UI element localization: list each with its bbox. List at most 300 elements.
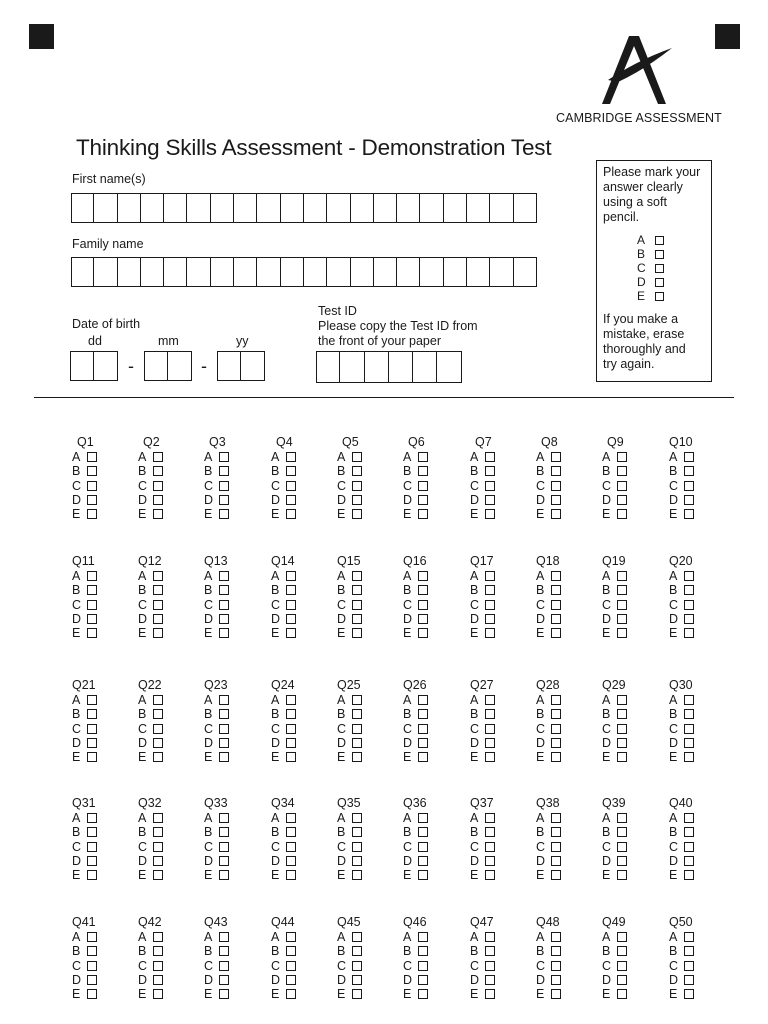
box[interactable] [351,257,374,287]
answer-option[interactable] [138,868,178,882]
checkbox-icon[interactable] [87,709,97,719]
answer-option[interactable] [602,479,642,493]
checkbox-icon[interactable] [485,695,495,705]
answer-option[interactable] [602,944,642,958]
checkbox-icon[interactable] [286,709,296,719]
answer-option[interactable] [470,612,510,626]
checkbox-icon[interactable] [551,709,561,719]
answer-option[interactable] [403,854,443,868]
answer-option[interactable] [271,583,311,597]
answer-option[interactable] [602,626,642,640]
answer-option[interactable] [72,811,112,825]
checkbox-icon[interactable] [418,585,428,595]
answer-option[interactable] [602,612,642,626]
answer-option[interactable] [271,854,311,868]
answer-option[interactable] [536,693,576,707]
answer-option[interactable] [470,569,510,583]
box[interactable] [164,193,187,223]
answer-option[interactable] [271,569,311,583]
checkbox-icon[interactable] [219,989,229,999]
box[interactable] [467,193,490,223]
checkbox-icon[interactable] [87,695,97,705]
checkbox-icon[interactable] [418,509,428,519]
answer-option[interactable] [536,854,576,868]
checkbox-icon[interactable] [684,975,694,985]
checkbox-icon[interactable] [352,709,362,719]
family-name-field[interactable] [71,257,537,287]
checkbox-icon[interactable] [219,495,229,505]
answer-option[interactable] [602,840,642,854]
checkbox-icon[interactable] [551,695,561,705]
checkbox-icon[interactable] [286,989,296,999]
answer-option[interactable] [204,707,244,721]
checkbox-icon[interactable] [153,695,163,705]
answer-option[interactable] [204,750,244,764]
answer-option[interactable] [536,840,576,854]
box[interactable] [70,351,94,381]
answer-option[interactable] [204,854,244,868]
answer-option[interactable] [403,598,443,612]
answer-option[interactable] [271,736,311,750]
checkbox-icon[interactable] [551,827,561,837]
dob-month-field[interactable] [144,351,192,381]
answer-option[interactable] [337,598,377,612]
answer-option[interactable] [403,959,443,973]
answer-option[interactable] [669,598,709,612]
checkbox-icon[interactable] [684,738,694,748]
checkbox-icon[interactable] [286,752,296,762]
answer-option[interactable] [669,840,709,854]
answer-option[interactable] [72,707,112,721]
checkbox-icon[interactable] [219,813,229,823]
checkbox-icon[interactable] [485,709,495,719]
checkbox-icon[interactable] [617,695,627,705]
checkbox-icon[interactable] [87,856,97,866]
answer-option[interactable] [669,707,709,721]
answer-option[interactable] [602,750,642,764]
checkbox-icon[interactable] [153,946,163,956]
checkbox-icon[interactable] [551,585,561,595]
answer-option[interactable] [602,987,642,1001]
answer-option[interactable] [403,811,443,825]
answer-option[interactable] [271,707,311,721]
checkbox-icon[interactable] [551,961,561,971]
checkbox-icon[interactable] [684,813,694,823]
checkbox-icon[interactable] [286,585,296,595]
checkbox-icon[interactable] [418,932,428,942]
answer-option[interactable] [470,507,510,521]
checkbox-icon[interactable] [352,932,362,942]
answer-option[interactable] [271,944,311,958]
checkbox-icon[interactable] [485,628,495,638]
answer-option[interactable] [403,987,443,1001]
checkbox-icon[interactable] [87,481,97,491]
checkbox-icon[interactable] [418,709,428,719]
checkbox-icon[interactable] [485,481,495,491]
checkbox-icon[interactable] [219,724,229,734]
answer-option[interactable] [403,973,443,987]
checkbox-icon[interactable] [551,932,561,942]
answer-option[interactable] [403,944,443,958]
box[interactable] [187,257,210,287]
answer-option[interactable] [204,959,244,973]
box[interactable] [94,351,118,381]
checkbox-icon[interactable] [418,466,428,476]
box[interactable] [420,257,443,287]
box[interactable] [444,257,467,287]
box[interactable] [397,257,420,287]
checkbox-icon[interactable] [153,989,163,999]
answer-option[interactable] [138,450,178,464]
answer-option[interactable] [403,479,443,493]
checkbox-icon[interactable] [352,585,362,595]
checkbox-icon[interactable] [485,466,495,476]
answer-option[interactable] [602,825,642,839]
checkbox-icon[interactable] [87,585,97,595]
checkbox-icon[interactable] [485,738,495,748]
checkbox-icon[interactable] [153,585,163,595]
checkbox-icon[interactable] [219,738,229,748]
checkbox-icon[interactable] [352,495,362,505]
checkbox-icon[interactable] [418,842,428,852]
answer-option[interactable] [271,479,311,493]
answer-option[interactable] [403,840,443,854]
answer-option[interactable] [337,736,377,750]
checkbox-icon[interactable] [551,628,561,638]
checkbox-icon[interactable] [352,827,362,837]
checkbox-icon[interactable] [87,946,97,956]
answer-option[interactable] [403,450,443,464]
answer-option[interactable] [470,973,510,987]
checkbox-icon[interactable] [485,614,495,624]
answer-option[interactable] [470,750,510,764]
checkbox-icon[interactable] [87,571,97,581]
checkbox-icon[interactable] [153,724,163,734]
answer-option[interactable] [602,569,642,583]
checkbox-icon[interactable] [219,827,229,837]
answer-option[interactable] [669,493,709,507]
checkbox-icon[interactable] [153,509,163,519]
checkbox-icon[interactable] [485,571,495,581]
checkbox-icon[interactable] [485,509,495,519]
answer-option[interactable] [337,507,377,521]
checkbox-icon[interactable] [551,614,561,624]
answer-option[interactable] [72,626,112,640]
box[interactable] [118,257,141,287]
answer-option[interactable] [470,464,510,478]
box[interactable] [234,257,257,287]
checkbox-icon[interactable] [418,495,428,505]
answer-option[interactable] [602,736,642,750]
box[interactable] [211,193,234,223]
checkbox-icon[interactable] [153,738,163,748]
answer-option[interactable] [204,840,244,854]
answer-option[interactable] [536,987,576,1001]
answer-option[interactable] [271,973,311,987]
checkbox-icon[interactable] [551,842,561,852]
checkbox-icon[interactable] [418,975,428,985]
checkbox-icon[interactable] [352,571,362,581]
answer-option[interactable] [536,598,576,612]
checkbox-icon[interactable] [684,946,694,956]
checkbox-icon[interactable] [352,842,362,852]
checkbox-icon[interactable] [617,946,627,956]
checkbox-icon[interactable] [352,813,362,823]
answer-option[interactable] [536,707,576,721]
answer-option[interactable] [138,626,178,640]
answer-option[interactable] [271,868,311,882]
checkbox-icon[interactable] [485,989,495,999]
answer-option[interactable] [669,987,709,1001]
checkbox-icon[interactable] [352,452,362,462]
box[interactable] [397,193,420,223]
checkbox-icon[interactable] [219,600,229,610]
checkbox-icon[interactable] [485,870,495,880]
answer-option[interactable] [138,987,178,1001]
checkbox-icon[interactable] [352,961,362,971]
box[interactable] [257,193,280,223]
answer-option[interactable] [536,930,576,944]
checkbox-icon[interactable] [684,870,694,880]
answer-option[interactable] [72,569,112,583]
checkbox-icon[interactable] [617,870,627,880]
box[interactable] [327,257,350,287]
answer-option[interactable] [536,583,576,597]
checkbox-icon[interactable] [684,585,694,595]
answer-option[interactable] [72,693,112,707]
box[interactable] [71,193,94,223]
answer-option[interactable] [536,569,576,583]
checkbox-icon[interactable] [617,827,627,837]
checkbox-icon[interactable] [617,452,627,462]
checkbox-icon[interactable] [684,628,694,638]
checkbox-icon[interactable] [219,466,229,476]
checkbox-icon[interactable] [87,495,97,505]
checkbox-icon[interactable] [352,628,362,638]
answer-option[interactable] [403,693,443,707]
answer-option[interactable] [138,750,178,764]
dob-year-field[interactable] [217,351,265,381]
answer-option[interactable] [403,612,443,626]
answer-option[interactable] [470,479,510,493]
checkbox-icon[interactable] [485,961,495,971]
answer-option[interactable] [271,507,311,521]
answer-option[interactable] [337,750,377,764]
answer-option[interactable] [72,750,112,764]
checkbox-icon[interactable] [418,614,428,624]
answer-option[interactable] [337,464,377,478]
answer-option[interactable] [204,693,244,707]
answer-option[interactable] [602,493,642,507]
checkbox-icon[interactable] [551,495,561,505]
answer-option[interactable] [138,583,178,597]
checkbox-icon[interactable] [87,509,97,519]
answer-option[interactable] [669,868,709,882]
answer-option[interactable] [403,464,443,478]
checkbox-icon[interactable] [418,571,428,581]
checkbox-icon[interactable] [286,614,296,624]
answer-option[interactable] [204,811,244,825]
checkbox-icon[interactable] [286,571,296,581]
answer-option[interactable] [536,959,576,973]
box[interactable] [94,193,117,223]
checkbox-icon[interactable] [551,989,561,999]
checkbox-icon[interactable] [485,856,495,866]
checkbox-icon[interactable] [551,466,561,476]
answer-option[interactable] [204,736,244,750]
checkbox-icon[interactable] [551,481,561,491]
checkbox-icon[interactable] [551,813,561,823]
answer-option[interactable] [669,825,709,839]
checkbox-icon[interactable] [153,600,163,610]
box[interactable] [211,257,234,287]
answer-option[interactable] [204,626,244,640]
checkbox-icon[interactable] [352,724,362,734]
answer-option[interactable] [669,811,709,825]
answer-option[interactable] [271,450,311,464]
checkbox-icon[interactable] [684,724,694,734]
checkbox-icon[interactable] [418,628,428,638]
checkbox-icon[interactable] [352,509,362,519]
checkbox-icon[interactable] [551,509,561,519]
checkbox-icon[interactable] [617,724,627,734]
box[interactable] [281,193,304,223]
checkbox-icon[interactable] [617,961,627,971]
box[interactable] [351,193,374,223]
checkbox-icon[interactable] [485,946,495,956]
answer-option[interactable] [669,507,709,521]
answer-option[interactable] [669,612,709,626]
checkbox-icon[interactable] [153,466,163,476]
checkbox-icon[interactable] [286,827,296,837]
box[interactable] [281,257,304,287]
checkbox-icon[interactable] [153,961,163,971]
answer-option[interactable] [72,507,112,521]
checkbox-icon[interactable] [352,870,362,880]
checkbox-icon[interactable] [286,813,296,823]
checkbox-icon[interactable] [153,932,163,942]
checkbox-icon[interactable] [617,932,627,942]
answer-option[interactable] [470,825,510,839]
answer-option[interactable] [72,987,112,1001]
checkbox-icon[interactable] [153,571,163,581]
checkbox-icon[interactable] [617,738,627,748]
checkbox-icon[interactable] [551,975,561,985]
checkbox-icon[interactable] [286,695,296,705]
checkbox-icon[interactable] [286,975,296,985]
answer-option[interactable] [271,840,311,854]
answer-option[interactable] [337,693,377,707]
answer-option[interactable] [72,930,112,944]
answer-option[interactable] [602,868,642,882]
answer-option[interactable] [536,868,576,882]
checkbox-icon[interactable] [684,709,694,719]
answer-option[interactable] [337,840,377,854]
answer-option[interactable] [337,854,377,868]
checkbox-icon[interactable] [617,600,627,610]
box[interactable] [141,193,164,223]
checkbox-icon[interactable] [684,481,694,491]
answer-option[interactable] [271,722,311,736]
answer-option[interactable] [536,464,576,478]
checkbox-icon[interactable] [286,481,296,491]
checkbox-icon[interactable] [87,628,97,638]
answer-option[interactable] [204,930,244,944]
checkbox-icon[interactable] [286,932,296,942]
box[interactable] [164,257,187,287]
checkbox-icon[interactable] [286,466,296,476]
answer-option[interactable] [72,944,112,958]
answer-option[interactable] [602,973,642,987]
answer-option[interactable] [470,987,510,1001]
answer-option[interactable] [470,868,510,882]
answer-option[interactable] [337,868,377,882]
answer-option[interactable] [138,973,178,987]
checkbox-icon[interactable] [485,813,495,823]
checkbox-icon[interactable] [485,724,495,734]
checkbox-icon[interactable] [219,752,229,762]
answer-option[interactable] [337,626,377,640]
answer-option[interactable] [138,569,178,583]
checkbox-icon[interactable] [418,856,428,866]
answer-option[interactable] [138,612,178,626]
answer-option[interactable] [536,626,576,640]
dob-day-field[interactable] [70,351,118,381]
box[interactable] [340,351,364,383]
answer-option[interactable] [204,583,244,597]
answer-option[interactable] [72,479,112,493]
answer-option[interactable] [72,854,112,868]
answer-option[interactable] [669,583,709,597]
answer-option[interactable] [138,944,178,958]
answer-option[interactable] [138,493,178,507]
box[interactable] [71,257,94,287]
checkbox-icon[interactable] [219,961,229,971]
answer-option[interactable] [669,693,709,707]
answer-option[interactable] [138,507,178,521]
answer-option[interactable] [271,612,311,626]
answer-option[interactable] [337,825,377,839]
checkbox-icon[interactable] [286,946,296,956]
answer-option[interactable] [337,583,377,597]
checkbox-icon[interactable] [684,600,694,610]
answer-option[interactable] [470,854,510,868]
checkbox-icon[interactable] [219,452,229,462]
checkbox-icon[interactable] [617,628,627,638]
checkbox-icon[interactable] [153,827,163,837]
answer-option[interactable] [337,569,377,583]
answer-option[interactable] [470,598,510,612]
answer-option[interactable] [470,693,510,707]
box[interactable] [187,193,210,223]
checkbox-icon[interactable] [153,975,163,985]
answer-option[interactable] [337,959,377,973]
answer-option[interactable] [138,707,178,721]
answer-option[interactable] [669,626,709,640]
answer-option[interactable] [271,987,311,1001]
answer-option[interactable] [204,722,244,736]
checkbox-icon[interactable] [617,989,627,999]
box[interactable] [467,257,490,287]
answer-option[interactable] [271,825,311,839]
answer-option[interactable] [669,569,709,583]
answer-option[interactable] [602,959,642,973]
checkbox-icon[interactable] [87,466,97,476]
checkbox-icon[interactable] [153,842,163,852]
checkbox-icon[interactable] [684,571,694,581]
answer-option[interactable] [470,811,510,825]
checkbox-icon[interactable] [485,585,495,595]
